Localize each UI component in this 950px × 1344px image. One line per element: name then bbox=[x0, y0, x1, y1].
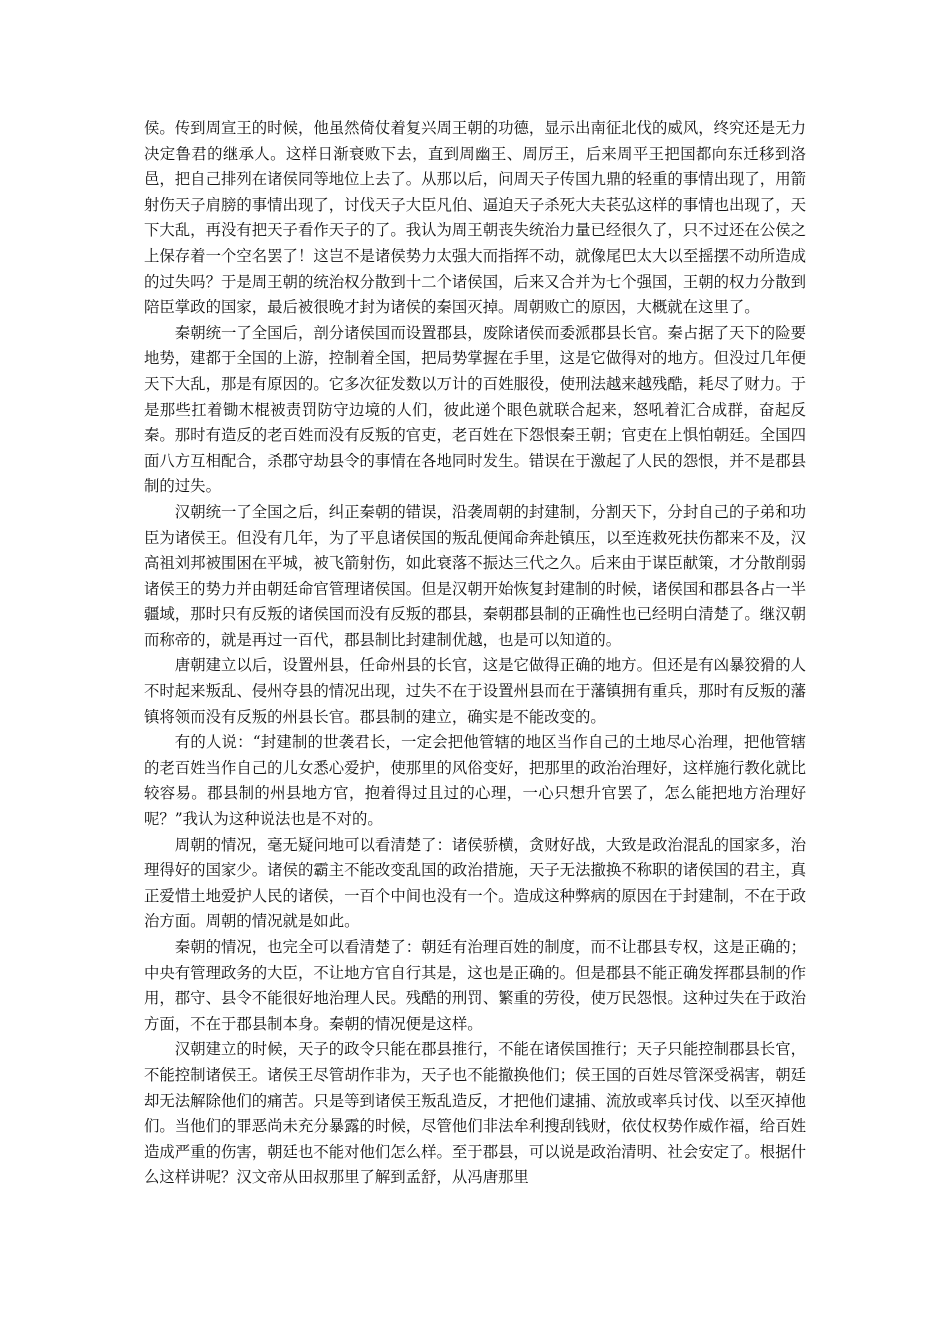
paragraph-1: 侯。传到周宣王的时候，他虽然倚仗着复兴周王朝的功德，显示出南征北伐的威风，终究还是无力决定鲁君的继承人。这样日渐衰败下去，直到周幽王、周厉王，后来周平王把国都向东迁移到洛邑，把自己排列在诸侯同等地位上去了。从那以后，问周天子传国九鼎的轻重的事情出现了，用箭射伤天子肩膀的事情出现了，讨伐天子大臣凡伯、逼迫天子杀死大夫苌弘这样的事情也出现了，天下大乱，再没有把天子看作天子的了。我认为周王朝丧失统治力量已经很久了，只不过还在公侯之上保存着一个空名罢了！这岂不是诸侯势力太强大而指挥不动，就像尾巴太大以至摇摆不动所造成的过失吗？于是周王朝的统治权分散到十二个诸侯国，后来又合并为七个强国，王朝的权力分散到陪臣掌政的国家，最后被很晚才封为诸侯的秦国灭掉。周朝败亡的原因，大概就在这里了。 bbox=[144, 119, 806, 317]
paragraph-4: 唐朝建立以后，设置州县，任命州县的长官，这是它做得正确的地方。但还是有凶暴狡猾的人不时起来叛乱、侵州夺县的情况出现，过失不在于设置州县而在于藩镇拥有重兵，那时有反叛的藩镇将领而没有反叛的州县长官。郡县制的建立，确实是不能改变的。 bbox=[144, 656, 806, 726]
paragraph-2: 秦朝统一了全国后，剖分诸侯国而设置郡县，废除诸侯而委派郡县长官。秦占据了天下的险要地势，建都于全国的上游，控制着全国，把局势掌握在手里，这是它做得对的地方。但没过几年便天下大乱，那是有原因的。它多次征发数以万计的百姓服役，使刑法越来越残酷，耗尽了财力。于是那些扛着锄木棍被责罚防守边境的人们，彼此递个眼色就联合起来，怒吼着汇合成群，奋起反秦。那时有造反的老百姓而没有反叛的官吏，老百姓在下怨恨秦王朝；官吏在上惧怕朝廷。全国四面八方互相配合，杀郡守劫县令的事情在各地同时发生。错误在于激起了人民的怨恨，并不是郡县制的过失。 bbox=[144, 323, 806, 496]
paragraph-6: 周朝的情况，毫无疑问地可以看清楚了：诸侯骄横，贪财好战，大致是政治混乱的国家多，治理得好的国家少。诸侯的霸主不能改变乱国的政治措施，天子无法撤换不称职的诸侯国的君主，真正爱惜土地爱护人民的诸侯，一百个中间也没有一个。造成这种弊病的原因在于封建制，不在于政治方面。周朝的情况就是如此。 bbox=[144, 835, 806, 931]
document-body bbox=[144, 116, 806, 1191]
paragraph-5: 有的人说：“封建制的世袭君长，一定会把他管辖的地区当作自己的土地尽心治理，把他管辖的老百姓当作自己的儿女悉心爱护，使那里的风俗变好，把那里的政治治理好，这样施行教化就比较容易。郡县制的州县地方官，抱着得过且过的心理，一心只想升官罢了，怎么能把地方治理好呢？”我认为这种说法也是不对的。 bbox=[144, 733, 806, 829]
paragraph-3: 汉朝统一了全国之后，纠正秦朝的错误，沿袭周朝的封建制，分割天下，分封自己的子弟和功臣为诸侯王。但没有几年，为了平息诸侯国的叛乱便闻命奔赴镇压，以至连救死扶伤都来不及，汉高祖刘邦被围困在平城，被飞箭射伤，如此衰落不振达三代之久。后来由于谋臣献策，才分散削弱诸侯王的势力并由朝廷命官管理诸侯国。但是汉朝开始恢复封建制的时候，诸侯国和郡县各占一半疆域，那时只有反叛的诸侯国而没有反叛的郡县，秦朝郡县制的正确性也已经明白清楚了。继汉朝而称帝的，就是再过一百代，郡县制比封建制优越，也是可以知道的。 bbox=[144, 502, 806, 649]
paragraph-7: 秦朝的情况，也完全可以看清楚了：朝廷有治理百姓的制度，而不让郡县专权，这是正确的；中央有管理政务的大臣，不让地方官自行其是，这也是正确的。但是郡县不能正确发挥郡县制的作用，郡守、县令不能很好地治理人民。残酷的刑罚、繁重的劳役，使万民怨恨。这种过失在于政治方面，不在于郡县制本身。秦朝的情况便是这样。 bbox=[144, 938, 806, 1033]
paragraph-8: 汉朝建立的时候，天子的政令只能在郡县推行，不能在诸侯国推行；天子只能控制郡县长官，不能控制诸侯王。诸侯王尽管胡作非为，天子也不能撤换他们；侯王国的百姓尽管深受祸害，朝廷却无法解除他们的痛苦。只是等到诸侯王叛乱造反，才把他们逮捕、流放或率兵讨伐、以至灭掉他们。当他们的罪恶尚未充分暴露的时候，尽管他们非法牟利搜刮钱财，依仗权势作威作福，给百姓造成严重的伤害，朝廷也不能对他们怎么样。至于郡县，可以说是政治清明、社会安定了。根据什么这样讲呢？汉文帝从田叔那里了解到孟舒，从冯唐那里 bbox=[144, 1040, 806, 1187]
